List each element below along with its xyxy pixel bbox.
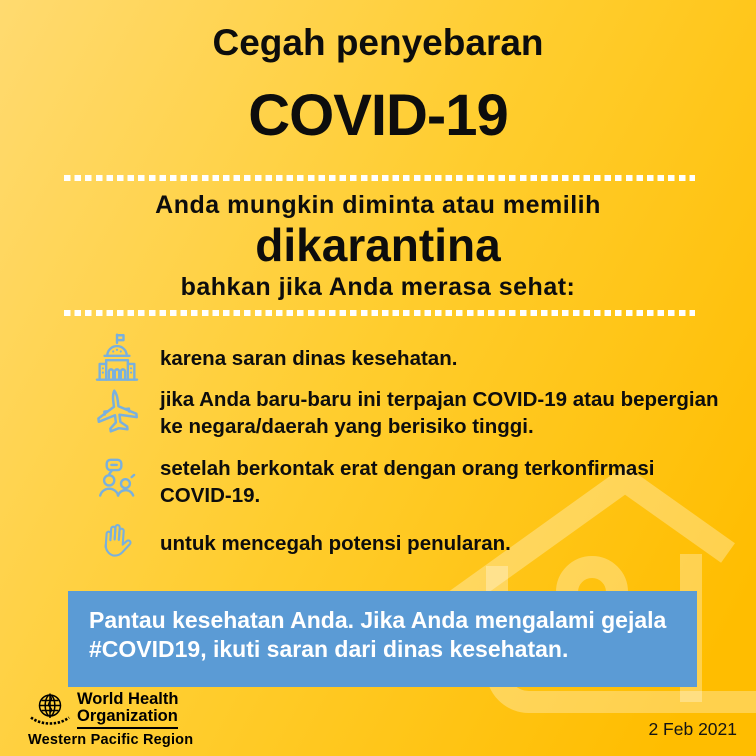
list-item-text: untuk mencegah potensi penularan. <box>160 531 511 555</box>
callout-text-line1: Pantau kesehatan Anda. Jika Anda mengalami gejala <box>89 607 667 633</box>
who-name-line1: World Health <box>77 690 179 708</box>
subtitle-emphasis: dikarantina <box>255 219 501 271</box>
dotted-separator-bottom <box>64 310 695 316</box>
list-item-health-advice <box>88 332 725 384</box>
list-item-close-contact <box>88 453 725 511</box>
who-emblem-icon <box>28 691 72 725</box>
subtitle-line2: bahkan jika Anda merasa sehat: <box>180 273 576 301</box>
list-item-prevent-transmission <box>88 518 725 568</box>
who-region-label: Western Pacific Region <box>28 732 194 749</box>
subtitle-line1: Anda mungkin diminta atau memilih <box>155 191 601 219</box>
publication-date: 2 Feb 2021 <box>648 719 737 739</box>
raised-hand-icon <box>88 520 146 566</box>
callout-text-line2: #COVID19, ikuti saran dari dinas kesehatan. <box>89 636 569 662</box>
list-item-text: setelah berkontak erat dengan orang terkonfirmasi COVID-19. <box>160 457 655 507</box>
list-item-text: karena saran dinas kesehatan. <box>160 346 458 370</box>
poster-title-line1: Cegah penyebaran <box>212 22 544 63</box>
people-conversation-icon <box>88 455 146 509</box>
dotted-separator-top <box>64 175 695 181</box>
who-name-line2: Organization <box>77 707 178 725</box>
who-logo <box>28 691 193 748</box>
who-logo-rule <box>77 727 178 729</box>
list-item-travel-exposure <box>88 384 725 442</box>
monitor-health-callout <box>68 591 697 687</box>
poster-title-line2: COVID-19 <box>248 83 508 148</box>
airplane-icon <box>88 385 146 441</box>
government-building-icon <box>88 332 146 384</box>
list-item-text: jika Anda baru-baru ini terpajan COVID-19 atau bepergian ke negara/daerah yang berisiko tinggi. <box>160 388 719 438</box>
